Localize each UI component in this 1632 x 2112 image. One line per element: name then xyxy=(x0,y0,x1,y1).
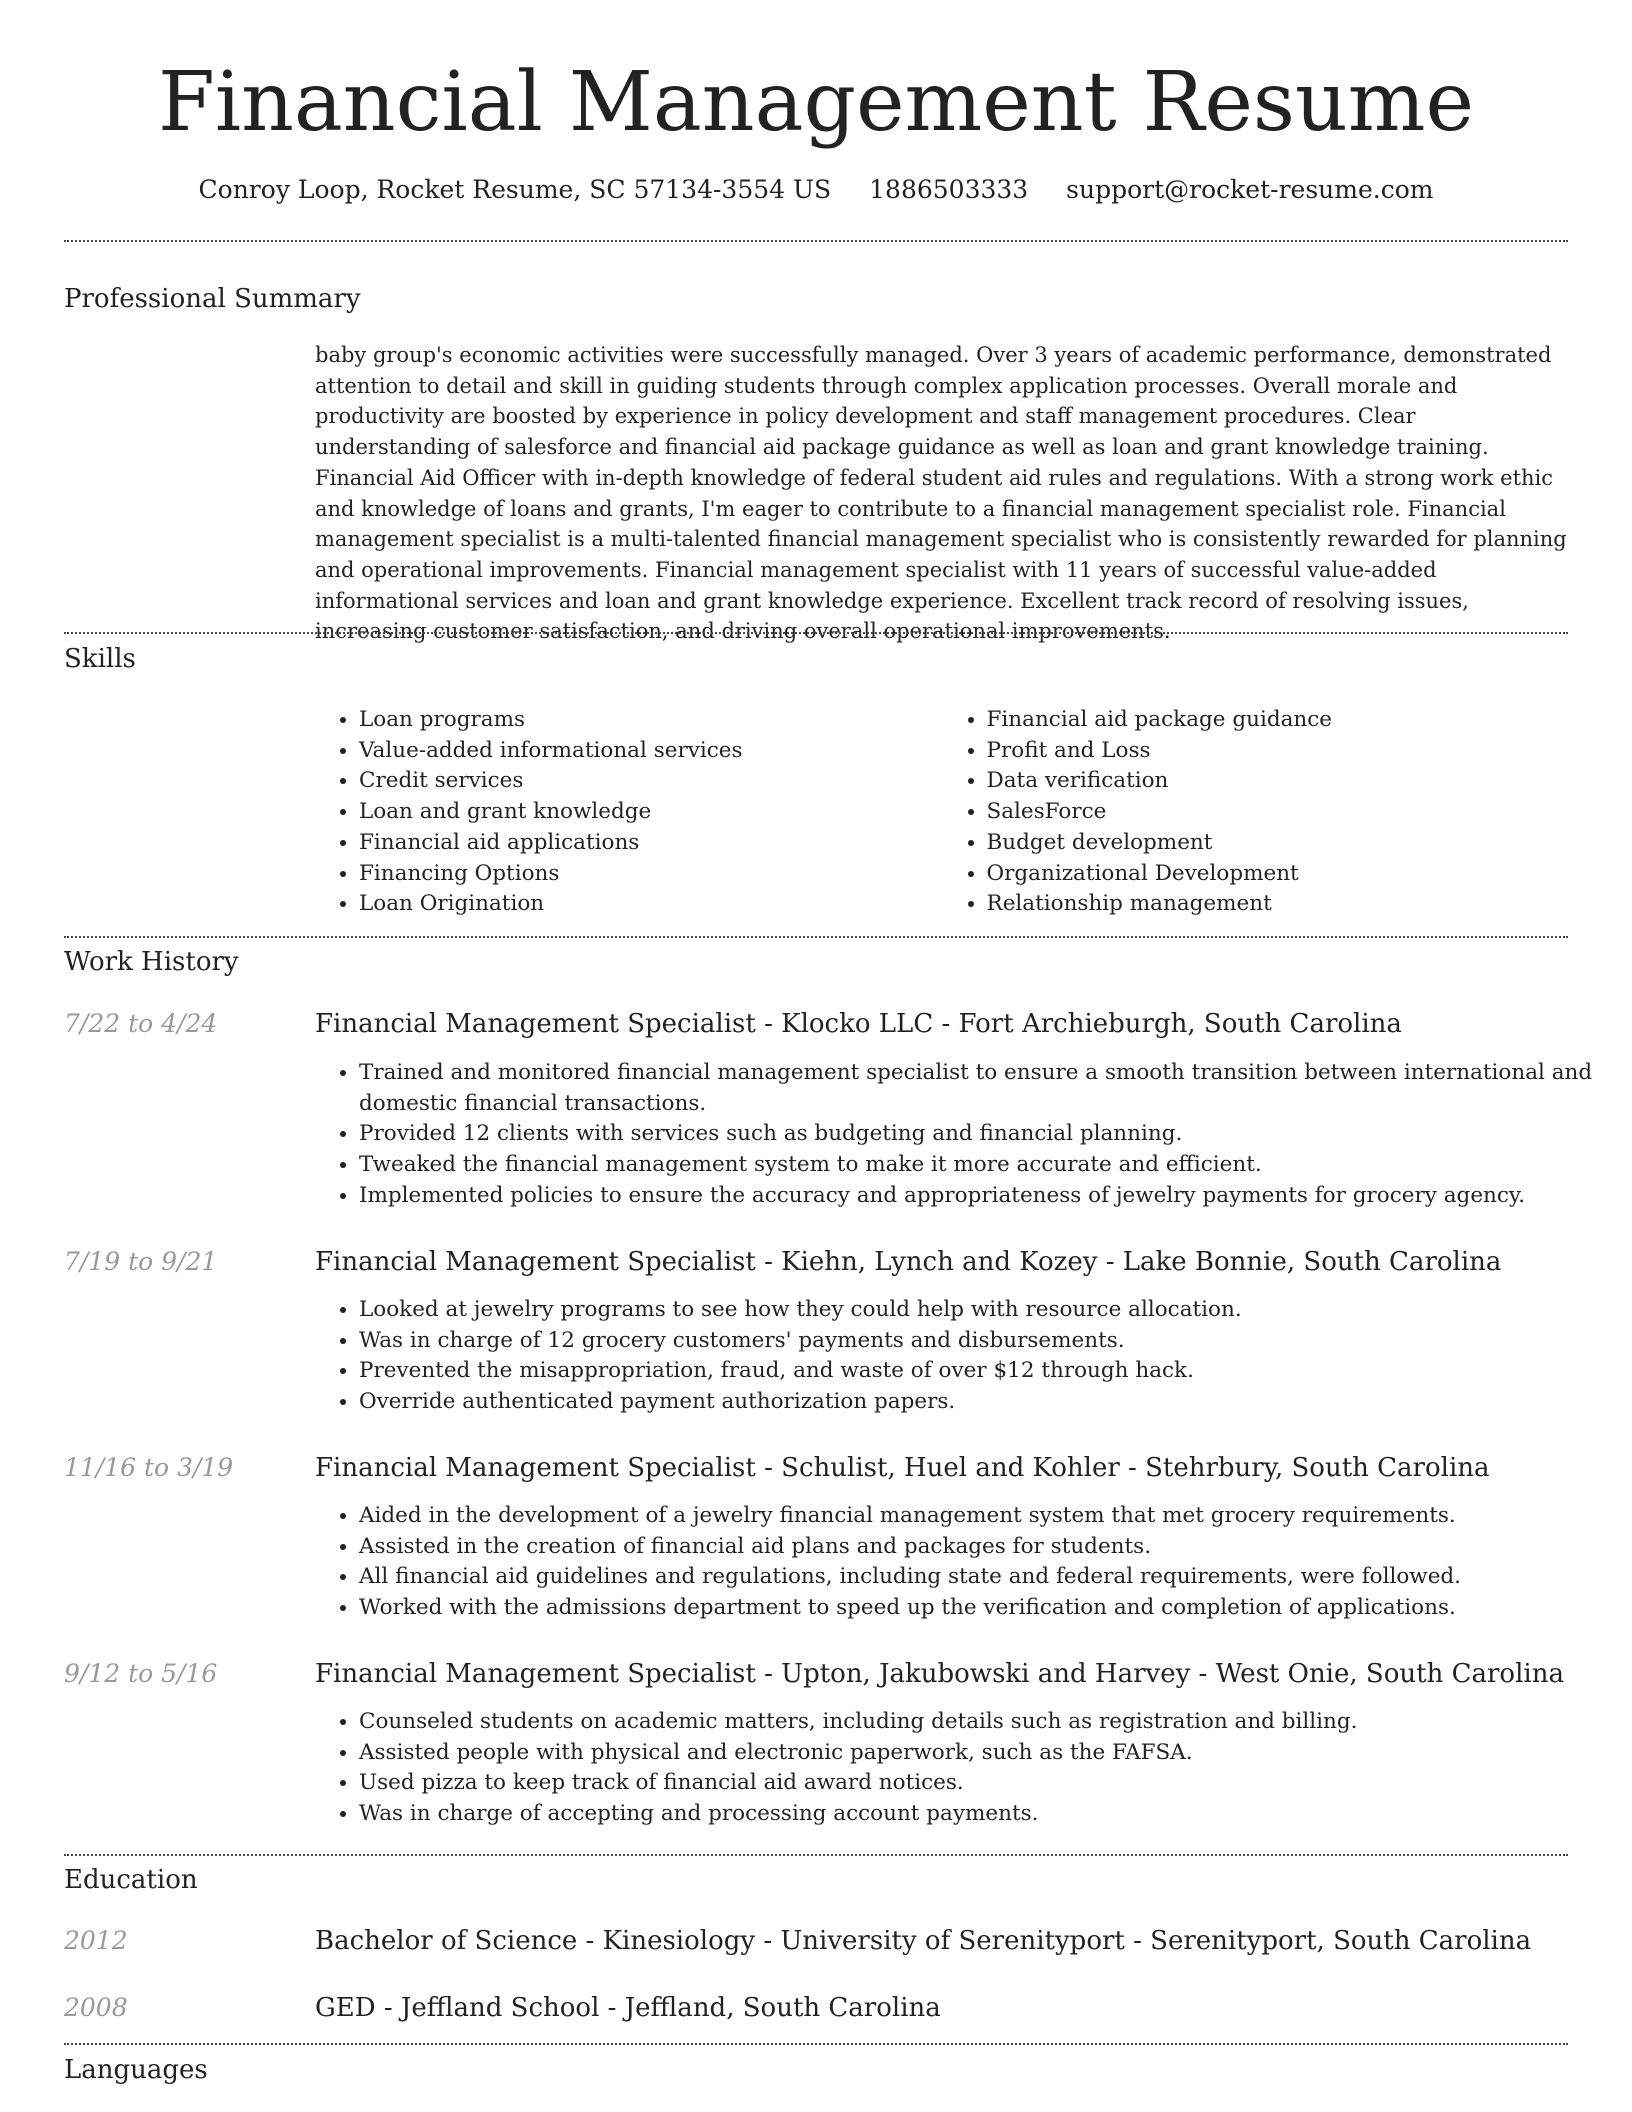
skill-item: • Profit and Loss xyxy=(987,736,1571,767)
skill-item: • Financing Options xyxy=(359,859,943,890)
job-bullet: • Implemented policies to ensure the accuracy and appropriateness of jewelry payments for grocery agency. xyxy=(359,1181,1614,1212)
job-bullet: • Aided in the development of a jewelry financial management system that met grocery requirements. xyxy=(359,1501,1614,1532)
job-dates: 7/19 to 9/21 xyxy=(64,1247,218,1276)
divider xyxy=(64,936,1568,938)
summary-text: baby group's economic activities were successfully managed. Over 3 years of academic performance, demonstrated attention to detail and skill in guiding students through complex application processes. Overall morale and productivity are boosted by experience in policy development and staff management procedures. Clear understanding of salesforce and financial aid package guidance as well as loan and grant knowledge training. Financial Aid Officer with in-depth knowledge of federal student aid rules and regulations. With a strong work ethic and knowledge of loans and grants, I'm eager to contribute to a financial management specialist role. Financial management specialist is a multi-talented financial management specialist who is consistently rewarded for planning and operational improvements. Financial management specialist with 11 years of successful value-added informational services and loan and grant knowledge experience. Excellent track record of resolving issues, increasing customer satisfaction, and driving overall operational improvements. xyxy=(315,343,1567,644)
job-title: Financial Management Specialist - Klocko LLC - Fort Archieburgh, South Carolina xyxy=(315,1009,1402,1039)
job-bullet: • Looked at jewelry programs to see how they could help with resource allocation. xyxy=(359,1295,1614,1326)
job-dates: 11/16 to 3/19 xyxy=(64,1453,234,1482)
contact-address: Conroy Loop, Rocket Resume, SC 57134-3554 US xyxy=(198,175,832,204)
job-bullets xyxy=(315,1295,1614,1418)
education-year: 2012 xyxy=(64,1926,128,1955)
job-bullet: • Assisted people with physical and electronic paperwork, such as the FAFSA. xyxy=(359,1738,1614,1769)
skill-item: • Loan programs xyxy=(359,705,943,736)
divider xyxy=(64,1854,1568,1856)
job-title: Financial Management Specialist - Kiehn, Lynch and Kozey - Lake Bonnie, South Carolina xyxy=(315,1247,1502,1277)
skill-item: • Organizational Development xyxy=(987,859,1571,890)
section-title-skills: Skills xyxy=(64,644,136,674)
job-bullet: • Counseled students on academic matters, including details such as registration and billing. xyxy=(359,1707,1614,1738)
job-title: Financial Management Specialist - Schulist, Huel and Kohler - Stehrbury, South Carolina xyxy=(315,1453,1490,1483)
contact-line xyxy=(0,170,1632,210)
skill-item: • Relationship management xyxy=(987,889,1571,920)
contact-phone: 1886503333 xyxy=(869,175,1029,204)
job-bullet: • Assisted in the creation of financial aid plans and packages for students. xyxy=(359,1532,1614,1563)
job-dates: 9/12 to 5/16 xyxy=(64,1659,218,1688)
skills-column-left xyxy=(315,705,943,920)
resume-name: Financial Management Resume xyxy=(157,55,1475,150)
skills-list xyxy=(315,705,1570,920)
skill-item: • Budget development xyxy=(987,828,1571,859)
job-bullet: • Provided 12 clients with services such as budgeting and financial planning. xyxy=(359,1119,1614,1150)
job-bullet: • Used pizza to keep track of financial aid award notices. xyxy=(359,1768,1614,1799)
divider xyxy=(64,240,1568,242)
skill-item: • Loan and grant knowledge xyxy=(359,797,943,828)
skill-item: • Financial aid applications xyxy=(359,828,943,859)
skills-column-right xyxy=(943,705,1571,920)
skill-item: • Loan Origination xyxy=(359,889,943,920)
job-bullets xyxy=(315,1058,1614,1212)
skill-item: • Credit services xyxy=(359,766,943,797)
divider xyxy=(64,632,1568,634)
job-bullet: • All financial aid guidelines and regulations, including state and federal requirements, were followed. xyxy=(359,1562,1614,1593)
job-bullet: • Was in charge of 12 grocery customers' payments and disbursements. xyxy=(359,1326,1614,1357)
job-bullets xyxy=(315,1501,1614,1624)
skill-item: • Data verification xyxy=(987,766,1571,797)
section-title-languages: Languages xyxy=(64,2055,208,2085)
contact-email: support@rocket-resume.com xyxy=(1066,175,1434,204)
job-bullet: • Trained and monitored financial management specialist to ensure a smooth transition between international and domestic financial transactions. xyxy=(359,1058,1614,1119)
skill-item: • Financial aid package guidance xyxy=(987,705,1571,736)
section-title-work: Work History xyxy=(64,947,239,977)
education-entry: GED - Jeffland School - Jeffland, South Carolina xyxy=(315,1993,941,2023)
job-dates: 7/22 to 4/24 xyxy=(64,1009,218,1038)
skill-item: • Value-added informational services xyxy=(359,736,943,767)
job-bullet: • Tweaked the financial management system to make it more accurate and efficient. xyxy=(359,1150,1614,1181)
divider xyxy=(64,2043,1568,2045)
education-year: 2008 xyxy=(64,1993,128,2022)
job-bullets xyxy=(315,1707,1614,1830)
section-title-summary: Professional Summary xyxy=(64,284,361,314)
job-bullet: • Prevented the misappropriation, fraud, and waste of over $12 through hack. xyxy=(359,1356,1614,1387)
job-title: Financial Management Specialist - Upton, Jakubowski and Harvey - West Onie, South Carolina xyxy=(315,1659,1564,1689)
education-entry: Bachelor of Science - Kinesiology - University of Serenityport - Serenityport, South Carolina xyxy=(315,1926,1532,1956)
section-title-education: Education xyxy=(64,1865,198,1895)
skill-item: • SalesForce xyxy=(987,797,1571,828)
job-bullet: • Was in charge of accepting and processing account payments. xyxy=(359,1799,1614,1830)
job-bullet: • Worked with the admissions department to speed up the verification and completion of applications. xyxy=(359,1593,1614,1624)
job-bullet: • Override authenticated payment authorization papers. xyxy=(359,1387,1614,1418)
